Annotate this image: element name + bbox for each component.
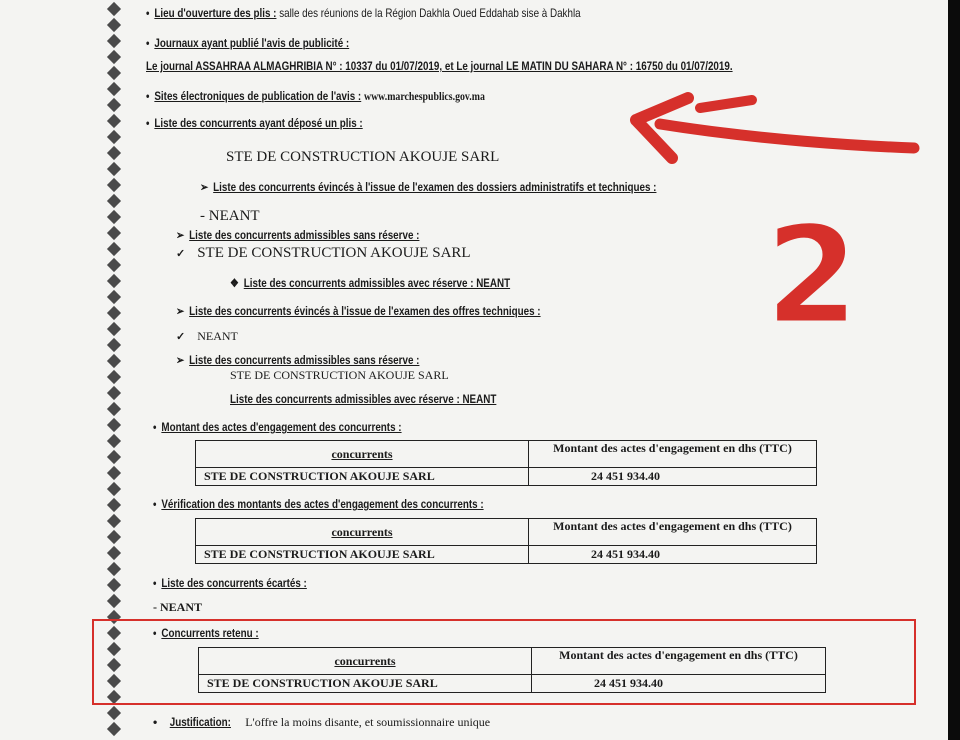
diamond-icon xyxy=(107,418,121,432)
diamond-icon xyxy=(107,242,121,256)
verification-line: • Vérification des montants des actes d'engagement des concurrents : xyxy=(153,497,484,511)
tech-sans-reserve-label: Liste des concurrents admissibles sans réserve : xyxy=(189,353,420,367)
tech-evinces-value: NEANT xyxy=(197,329,238,343)
diamond-icon xyxy=(107,290,121,304)
ecartes-label: Liste des concurrents écartés : xyxy=(161,576,307,590)
header-montant: Montant des actes d'engagement en dhs (TTC) xyxy=(532,648,826,675)
admin-avec-reserve-label: Liste des concurrents admissibles avec réserve : NEANT xyxy=(243,276,511,290)
journaux-value: Le journal ASSAHRAA ALMAGHRIBIA N° : 10337 du 01/07/2019, et Le journal LE MATIN DU SAHARA N° : 16750 du 01/07/2019. xyxy=(146,59,733,73)
admin-evinces-line: ➢ Liste des concurrents évincés à l'issue de l'examen des dossiers administratifs et techniques : xyxy=(200,180,657,194)
sites-line: • Sites électroniques de publication de l'avis : www.marchespublics.gov.ma xyxy=(146,89,485,103)
header-concurrents: concurrents xyxy=(196,519,529,546)
diamond-icon xyxy=(107,594,121,608)
verification-label: Vérification des montants des actes d'engagement des concurrents : xyxy=(161,497,484,511)
journaux-line: • Journaux ayant publié l'avis de publicité : xyxy=(146,36,350,50)
admin-sans-reserve-line2: ✓ STE DE CONSTRUCTION AKOUJE SARL xyxy=(176,245,471,261)
cell-company: STE DE CONSTRUCTION AKOUJE SARL xyxy=(196,546,529,564)
diamond-icon xyxy=(107,2,121,16)
admin-sans-reserve-value: STE DE CONSTRUCTION AKOUJE SARL xyxy=(197,245,471,261)
header-montant: Montant des actes d'engagement en dhs (TTC) xyxy=(529,519,817,546)
diamond-icon xyxy=(107,226,121,240)
tech-evinces-line2: ✓ NEANT xyxy=(176,329,238,343)
diamond-icon xyxy=(107,546,121,560)
diamond-icon xyxy=(107,194,121,208)
verification-table xyxy=(195,518,817,564)
admin-avec-reserve-line: ❖ Liste des concurrents admissibles avec réserve : NEANT xyxy=(230,276,511,290)
diamond-icon xyxy=(107,578,121,592)
diamond-icon xyxy=(107,434,121,448)
justification-line: • Justification: L'offre la moins disante, et soumissionnaire unique xyxy=(153,715,491,729)
diamond-icon xyxy=(107,722,121,736)
diamond-icon xyxy=(107,370,121,384)
sites-value: www.marchespublics.gov.ma xyxy=(363,89,485,103)
montant-line: • Montant des actes d'engagement des concurrents : xyxy=(153,420,402,434)
lieu-value: salle des réunions de la Région Dakhla Oued Eddahab sise à Dakhla xyxy=(279,6,581,20)
tech-evinces-label: Liste des concurrents évincés à l'issue de l'examen des offres techniques : xyxy=(189,304,541,318)
cell-company: STE DE CONSTRUCTION AKOUJE SARL xyxy=(196,468,529,486)
diamond-icon xyxy=(107,306,121,320)
diamond-icon xyxy=(107,386,121,400)
diamond-icon xyxy=(107,114,121,128)
table-row xyxy=(196,546,817,564)
justification-label: Justification: xyxy=(169,715,232,729)
diamond-icon xyxy=(107,402,121,416)
ecartes-value: - NEANT xyxy=(153,600,203,614)
liste-deposes-company: STE DE CONSTRUCTION AKOUJE SARL xyxy=(226,149,500,165)
tech-sans-reserve-line: ➢ Liste des concurrents admissibles sans réserve : xyxy=(176,353,420,367)
admin-evinces-value: - NEANT xyxy=(200,208,260,224)
cell-company: STE DE CONSTRUCTION AKOUJE SARL xyxy=(199,675,532,693)
table-row xyxy=(196,468,817,486)
diamond-icon xyxy=(107,530,121,544)
diamond-icon xyxy=(107,178,121,192)
diamond-icon xyxy=(107,66,121,80)
table-row xyxy=(196,519,817,546)
tech-evinces-line: ➢ Liste des concurrents évincés à l'issue de l'examen des offres techniques : xyxy=(176,304,541,318)
header-montant: Montant des actes d'engagement en dhs (TTC) xyxy=(529,441,817,468)
diamond-icon xyxy=(107,210,121,224)
admin-evinces-label: Liste des concurrents évincés à l'issue de l'examen des dossiers administratifs et techniques : xyxy=(213,180,657,194)
diamond-icon xyxy=(107,466,121,480)
ecartes-line: • Liste des concurrents écartés : xyxy=(153,576,307,590)
tech-sans-reserve-value: STE DE CONSTRUCTION AKOUJE SARL xyxy=(230,368,449,382)
cell-amount: 24 451 934.40 xyxy=(532,675,826,693)
liste-deposes-line: • Liste des concurrents ayant déposé un plis : xyxy=(146,116,363,130)
diamond-icon xyxy=(107,258,121,272)
admin-sans-reserve-label: Liste des concurrents admissibles sans réserve : xyxy=(189,228,420,242)
highlight-box xyxy=(92,619,916,705)
montant-table xyxy=(195,440,817,486)
lieu-label: Lieu d'ouverture des plis : xyxy=(154,6,277,20)
diamond-icon xyxy=(107,18,121,32)
cell-amount: 24 451 934.40 xyxy=(529,468,817,486)
lieu-line: • Lieu d'ouverture des plis : salle des réunions de la Région Dakhla Oued Eddahab sise à Dakhla xyxy=(146,6,581,20)
liste-deposes-label: Liste des concurrents ayant déposé un plis : xyxy=(154,116,363,130)
diamond-icon xyxy=(107,50,121,64)
diamond-icon xyxy=(107,498,121,512)
table-row xyxy=(196,441,817,468)
montant-label: Montant des actes d'engagement des concurrents : xyxy=(161,420,402,434)
diamond-icon xyxy=(107,322,121,336)
diamond-icon xyxy=(107,562,121,576)
annotation-number: 2 xyxy=(765,197,859,354)
diamond-icon xyxy=(107,98,121,112)
header-concurrents: concurrents xyxy=(196,441,529,468)
diamond-icon xyxy=(107,338,121,352)
retenu-line: • Concurrents retenu : xyxy=(153,626,259,640)
diamond-icon xyxy=(107,130,121,144)
diamond-icon xyxy=(107,34,121,48)
sites-label: Sites électroniques de publication de l'avis : xyxy=(154,89,362,103)
header-concurrents: concurrents xyxy=(199,648,532,675)
diamond-icon xyxy=(107,82,121,96)
diamond-icon xyxy=(107,354,121,368)
diamond-icon xyxy=(107,514,121,528)
diamond-icon xyxy=(107,450,121,464)
tech-avec-reserve-label: Liste des concurrents admissibles avec réserve : NEANT xyxy=(230,392,497,406)
diamond-icon xyxy=(107,482,121,496)
cell-amount: 24 451 934.40 xyxy=(529,546,817,564)
diamond-icon xyxy=(107,274,121,288)
admin-sans-reserve-line: ➢ Liste des concurrents admissibles sans réserve : xyxy=(176,228,420,242)
diamond-icon xyxy=(107,162,121,176)
journaux-label: Journaux ayant publié l'avis de publicité : xyxy=(154,36,350,50)
diamond-icon xyxy=(107,706,121,720)
retenu-label: Concurrents retenu : xyxy=(161,626,259,640)
justification-value: L'offre la moins disante, et soumissionnaire unique xyxy=(245,715,491,729)
diamond-icon xyxy=(107,146,121,160)
